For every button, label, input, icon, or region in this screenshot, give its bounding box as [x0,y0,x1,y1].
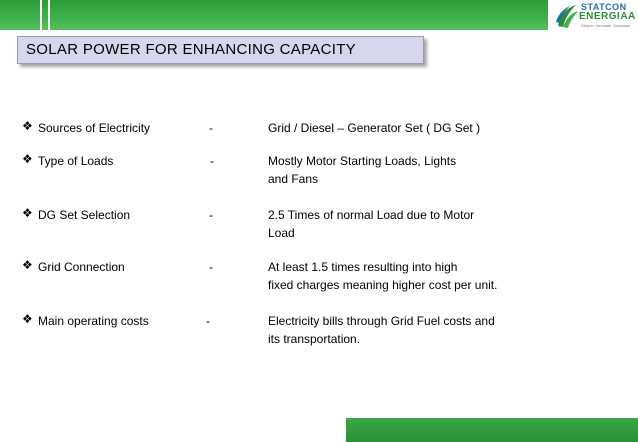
item-dash: - [206,314,210,328]
item-label: Grid Connection [38,260,125,274]
logo-text-energiaa: ENERGIAA [579,11,636,22]
logo-text-statcon: STATCON [581,2,627,12]
band-divider [40,0,42,30]
bottom-green-band [346,418,638,442]
diamond-bullet-icon: ❖ [22,206,33,220]
item-label: Sources of Electricity [38,121,151,135]
list-item [0,206,638,246]
diamond-bullet-icon: ❖ [22,152,33,166]
item-dash: - [209,260,213,274]
logo-tagline: Stepon. Innovate. Empower [581,23,631,28]
title-banner [17,36,424,64]
item-dash: - [209,208,213,222]
item-value-line: Mostly Motor Starting Loads, Lights [268,154,457,168]
top-green-band [0,0,548,30]
item-dash: - [209,121,213,135]
list-item [0,258,638,298]
leaf-logo-icon [554,2,580,30]
item-value-line: Load [268,226,295,240]
item-dash: - [210,154,214,168]
diamond-bullet-icon: ❖ [22,312,33,326]
item-label: Type of Loads [38,154,114,168]
item-value-line: and Fans [268,172,319,186]
diamond-bullet-icon: ❖ [22,258,33,272]
item-value-line: 2.5 Times of normal Load due to Motor [268,208,475,222]
item-value-line: Electricity bills through Grid Fuel costs and [268,314,495,328]
item-label: Main operating costs [38,314,149,328]
diamond-bullet-icon: ❖ [22,119,33,133]
item-value-line: its transportation. [268,332,361,346]
band-divider [48,0,50,30]
item-value-line: Grid / Diesel – Generator Set ( DG Set ) [268,121,481,135]
company-logo [548,0,638,32]
item-value-line: At least 1.5 times resulting into high [268,260,458,274]
list-item [0,152,638,192]
item-value-line: fixed charges meaning higher cost per unit. [268,278,498,292]
item-label: DG Set Selection [38,208,131,222]
slide-title: SOLAR POWER FOR ENHANCING CAPACITY [26,41,356,58]
list-item [0,312,638,352]
